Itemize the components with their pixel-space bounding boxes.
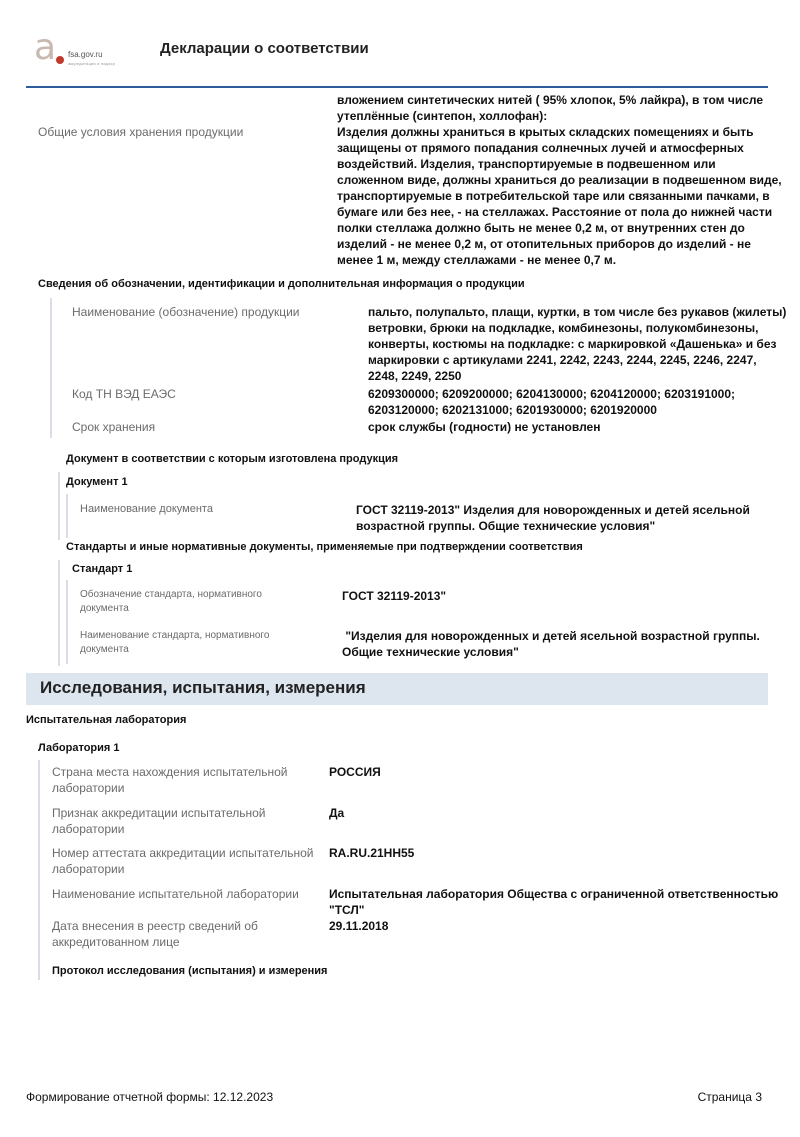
identification-heading: Сведения об обозначении, идентификации и дополнительная информация о продукции xyxy=(38,278,525,290)
lab-certificate-label-line: Номер аттестата аккредитации испытательной xyxy=(52,846,314,860)
protocol-heading: Протокол исследования (испытания) и измерения xyxy=(52,965,328,977)
lab-registry-date-label-line: аккредитованном лице xyxy=(52,935,180,949)
lab-country-label-line: лаборатории xyxy=(52,781,125,795)
storage-line: изделий - не менее 0,2 м, от отопительных приборов до изделий - не xyxy=(337,237,751,251)
product-name-line: конверты, костюмы на подкладке: с маркировкой «Дашенька» и без xyxy=(368,337,777,351)
fsa-logo[interactable] xyxy=(34,27,134,74)
material-continuation-line-1: вложением синтетических нитей ( 95% хлопок, 5% лайкра), в том числе xyxy=(337,93,764,107)
storage-line: менее 1 м, между стеллажами - не менее 0,7 м. xyxy=(337,253,617,267)
tn-ved-line: 6209300000; 6209200000; 6204130000; 6204120000; 6203191000; xyxy=(368,387,736,401)
storage-line: сложенном виде, должны храниться до реализации в подвешенном виде, xyxy=(337,173,782,187)
page-number: Страница 3 xyxy=(697,1090,762,1104)
standard-name-label-line: документа xyxy=(80,644,129,655)
standard-designation-label-line: документа xyxy=(80,603,129,614)
lab-accreditation-value: Да xyxy=(329,806,345,820)
document-name-label: Наименование документа xyxy=(80,503,213,515)
testing-lab-heading: Испытательная лаборатория xyxy=(26,714,187,726)
lab-name-line: Испытательная лаборатория Общества с ограниченной ответственностью xyxy=(329,887,779,901)
standard-name-label-line: Наименование стандарта, нормативного xyxy=(80,630,270,641)
storage-line: Изделия должны храниться в крытых складских помещениях и быть xyxy=(337,125,754,139)
standards-group-bar xyxy=(58,560,60,666)
document-1-bar xyxy=(66,494,68,538)
product-name-line: маркировки с артикулами 2241, 2242, 2243, 2244, 2245, 2246, 2247, xyxy=(368,353,757,367)
tn-ved-line: 6203120000; 6202131000; 6201930000; 6201920000 xyxy=(368,403,657,417)
lab-name-label: Наименование испытательной лаборатории xyxy=(52,887,299,901)
document-name-line: ГОСТ 32119-2013" Изделия для новорожденных и детей ясельной xyxy=(356,503,750,517)
lab-registry-date-label-line: Дата внесения в реестр сведений об xyxy=(52,919,258,933)
page-header xyxy=(0,0,800,92)
lab-1-title: Лаборатория 1 xyxy=(38,742,120,754)
product-name-label: Наименование (обозначение) продукции xyxy=(72,305,300,319)
shelf-life-value: срок службы (годности) не установлен xyxy=(368,420,601,434)
standard-1-title: Стандарт 1 xyxy=(72,563,133,575)
research-section-title: Исследования, испытания, измерения xyxy=(40,678,366,697)
lab-name-line: "ТСЛ" xyxy=(329,903,365,917)
lab-certificate-label-line: лаборатории xyxy=(52,862,125,876)
standard-designation-label-line: Обозначение стандарта, нормативного xyxy=(80,589,262,600)
product-name-line: ветровки, брюки на подкладке, комбинезоны, полукомбинезоны, xyxy=(368,321,759,335)
standard-name-line: "Изделия для новорожденных и детей ясельной возрастной группы. xyxy=(342,629,760,643)
document-1-title: Документ 1 xyxy=(66,476,128,488)
logo-subtitle-text: аккредитация и надзор xyxy=(68,61,116,66)
standard-1-bar xyxy=(66,580,68,664)
document-group-bar xyxy=(58,472,60,540)
document-name-line: возрастной группы. Общие технические условия" xyxy=(356,519,656,533)
storage-line: защищены от прямого попадания солнечных лучей и атмосферных xyxy=(337,141,744,155)
material-continuation-line-2: утеплённые (синтепон, холлофан): xyxy=(337,109,548,123)
logo-mark-icon: a xyxy=(34,27,57,68)
standard-name-line: Общие технические условия" xyxy=(342,645,519,659)
lab-accreditation-label-line: Признак аккредитации испытательной xyxy=(52,806,266,820)
tn-ved-label: Код ТН ВЭД ЕАЭС xyxy=(72,387,176,401)
lab-country-value: РОССИЯ xyxy=(329,765,381,779)
logo-dot-icon xyxy=(56,56,64,64)
document-heading: Документ в соответствии с которым изготовлена продукция xyxy=(66,453,399,465)
storage-conditions-label: Общие условия хранения продукции xyxy=(38,125,244,139)
product-name-line: 2248, 2249, 2250 xyxy=(368,369,462,383)
storage-line: бумаге или без нее, - на стеллажах. Расстояние от пола до нижней части xyxy=(337,205,773,219)
standard-designation-value: ГОСТ 32119-2013" xyxy=(342,589,447,603)
lab-country-label-line: Страна места нахождения испытательной xyxy=(52,765,288,779)
lab-registry-date-value: 29.11.2018 xyxy=(329,919,389,933)
product-name-line: пальто, полупальто, плащи, куртки, в том числе без рукавов (жилеты) xyxy=(368,305,787,319)
lab-accreditation-label-line: лаборатории xyxy=(52,822,125,836)
standards-heading: Стандарты и иные нормативные документы, применяемые при подтверждении соответствия xyxy=(66,541,583,553)
storage-line: полки стеллажа должно быть не менее 0,2 м, от внутренних стен до xyxy=(337,221,745,235)
page-title: Декларации о соответствии xyxy=(160,40,369,57)
report-generated-date: Формирование отчетной формы: 12.12.2023 xyxy=(26,1090,274,1104)
storage-line: воздействий. Изделия, транспортируемые в подвешенном или xyxy=(337,157,716,171)
lab-1-bar xyxy=(38,760,40,980)
logo-site-text: fsa.gov.ru xyxy=(68,50,103,59)
lab-certificate-value: RA.RU.21НН55 xyxy=(329,846,415,860)
shelf-life-label: Срок хранения xyxy=(72,420,156,434)
storage-line: транспортируемые в потребительской таре или связанными пачками, в xyxy=(337,189,770,203)
header-divider xyxy=(26,86,768,88)
identification-group-bar xyxy=(50,298,52,438)
